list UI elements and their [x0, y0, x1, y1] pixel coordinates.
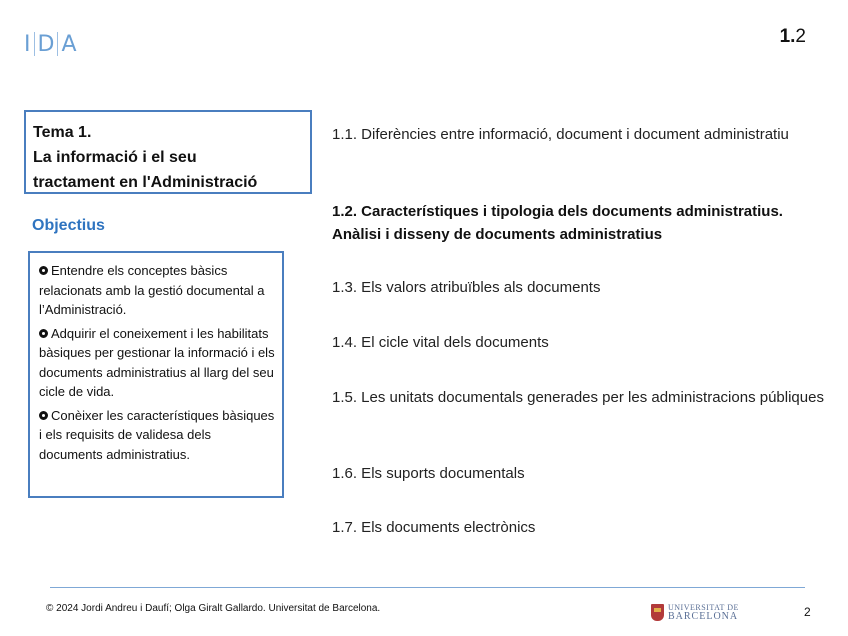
topic-1-3: 1.3. Els valors atribuïbles als documents: [332, 279, 601, 296]
logo-letter-d: D: [37, 31, 55, 57]
copyright-text: © 2024 Jordi Andreu i Daufí; Olga Giralt Gallardo. Universitat de Barcelona.: [46, 603, 381, 614]
logo-letter-a: A: [61, 31, 77, 57]
objectives-box: [28, 251, 284, 498]
topic-1-4: 1.4. El cicle vital dels documents: [332, 334, 549, 351]
ida-logo: [24, 26, 77, 62]
logo-letter-i: I: [24, 31, 31, 57]
theme-line-3: tractament en l'Administració: [33, 174, 258, 191]
circle-bullet-icon: [39, 411, 48, 420]
objective-item: Entendre els conceptes bàsics relacionats amb la gestió documental a l’Administració.: [39, 263, 265, 317]
topic-1-5: 1.5. Les unitats documentals generades per les administracions públiques: [332, 389, 824, 406]
topic-1-2-current: 1.2. Característiques i tipologia dels documents administratius. Anàlisi i disseny de documents administratius: [332, 203, 783, 243]
university-shield-icon: [651, 604, 664, 621]
slide-section-number: 1.2: [779, 26, 806, 47]
university-name-line1: UNIVERSITAT DE: [668, 603, 739, 612]
page-number: 2: [804, 605, 811, 619]
objectives-heading: Objectius: [32, 217, 105, 234]
topic-1-1: 1.1. Diferències entre informació, document i document administratiu: [332, 126, 789, 143]
circle-bullet-icon: [39, 266, 48, 275]
topic-1-7: 1.7. Els documents electrònics: [332, 519, 536, 536]
circle-bullet-icon: [39, 329, 48, 338]
objective-item: Conèixer les característiques bàsiques i els requisits de validesa dels documents administratius.: [39, 407, 275, 462]
university-logo: [651, 603, 739, 621]
theme-line-2: La informació i el seu: [33, 149, 197, 166]
footer-divider: [50, 587, 805, 588]
logo-divider: [57, 32, 58, 56]
topic-1-6: 1.6. Els suports documentals: [332, 465, 525, 482]
university-name-line2: BARCELONA: [668, 611, 739, 622]
objective-item: Adquirir el coneixement i les habilitats bàsiques per gestionar la informació i els documents administratius al llarg del seu cicle de vida.: [39, 325, 275, 399]
theme-title-box: [24, 110, 312, 194]
theme-line-1: Tema 1.: [33, 124, 92, 141]
logo-divider: [34, 32, 35, 56]
